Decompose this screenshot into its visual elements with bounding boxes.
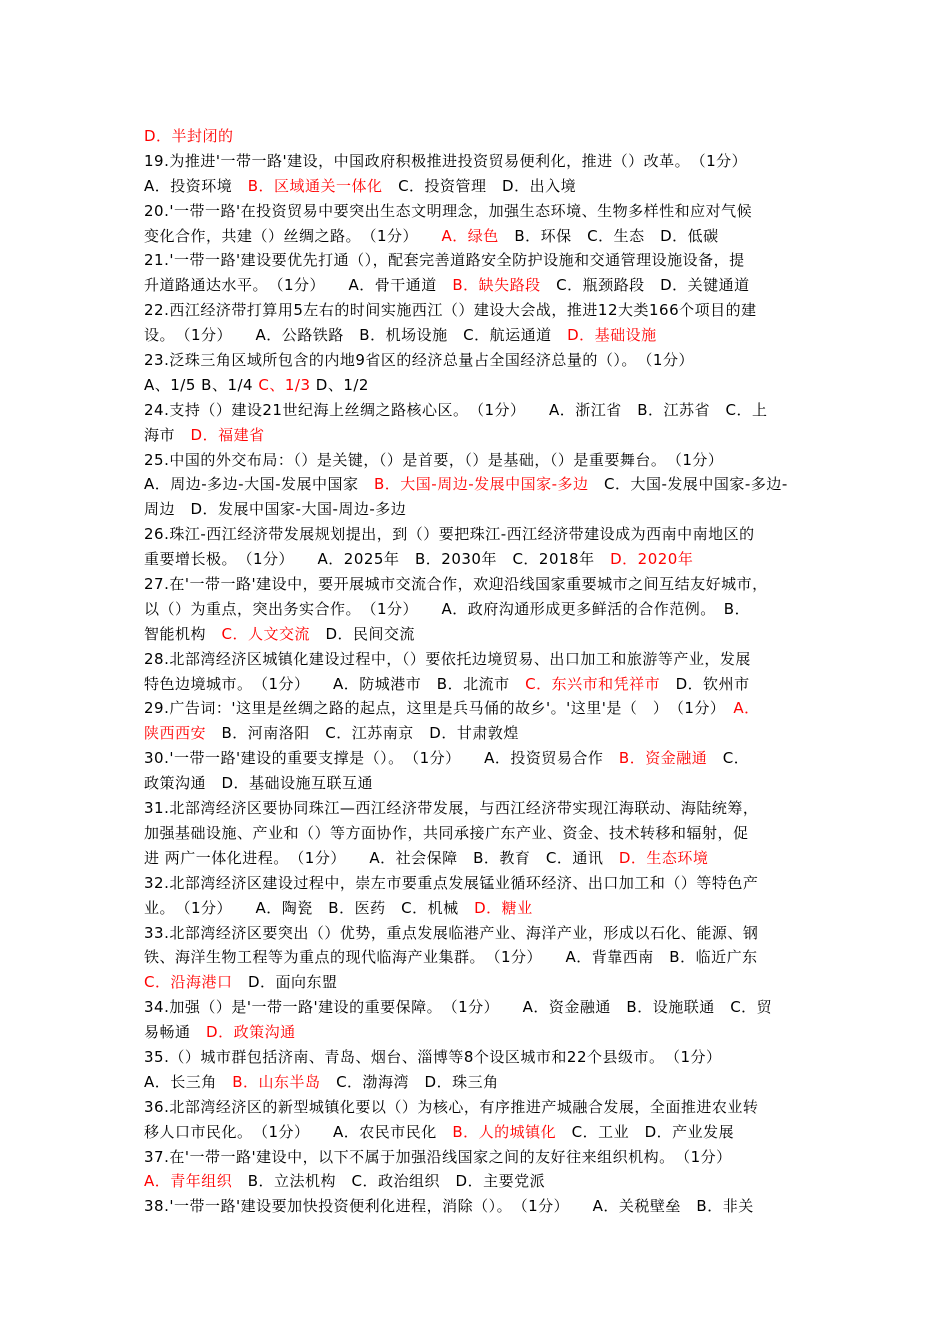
answer-text: D．政策沟通 <box>206 1023 296 1042</box>
text-line <box>144 821 808 846</box>
question-text: A．投资环境 <box>144 176 248 195</box>
text-line <box>144 248 808 273</box>
question-text: B．环保 C．生态 D．低碳 <box>498 226 719 245</box>
answer-text: A． <box>733 699 760 718</box>
question-text: 30.'一带一路'建设的重要支撑是（）。 （1分） A．投资贸易合作 <box>144 749 619 768</box>
text-line <box>144 273 808 298</box>
question-list <box>144 124 808 1219</box>
text-line <box>144 746 808 771</box>
text-line <box>144 921 808 946</box>
text-line <box>144 647 808 672</box>
answer-text: B．山东半岛 <box>232 1072 321 1091</box>
question-text: C．瓶颈路段 D．关键通道 <box>540 276 750 295</box>
question-text: C．投资管理 D．出入境 <box>382 176 577 195</box>
question-text: 加强基础设施、产业和（）等方面协作，共同承接广东产业、资金、技术转移和辐射，促 <box>144 823 749 842</box>
question-text: 政策沟通 D．基础设施互联互通 <box>144 774 374 793</box>
answer-text: B．大国-周边-发展中国家-多边 <box>374 475 589 494</box>
answer-text: D．糖业 <box>474 898 533 917</box>
text-line <box>144 124 808 149</box>
text-line <box>144 896 808 921</box>
question-text: B．立法机构 C．政治组织 D．主要党派 <box>232 1172 546 1191</box>
text-line <box>144 721 808 746</box>
text-line <box>144 522 808 547</box>
answer-text: D．2020年 <box>610 550 694 569</box>
question-text: 32.北部湾经济区建设过程中，崇左市要重点发展锰业循环经济、出口加工和（）等特色产 <box>144 873 759 892</box>
question-text: 业。 （1分） A．陶瓷 B．医药 C．机械 <box>144 898 475 917</box>
question-text: 35.（）城市群包括济南、青岛、烟台、淄博等8个设区城市和22个县级市。 （1分） <box>144 1047 722 1066</box>
text-line <box>144 199 808 224</box>
text-line <box>144 945 808 970</box>
text-line <box>144 970 808 995</box>
question-text: 23.泛珠三角区域所包含的内地9省区的经济总量占全国经济总量的（）。 （1分） <box>144 351 694 370</box>
question-text: 38.'一带一路'建设要加快投资便利化进程，消除（）。 （1分） A．关税壁垒 B．非关 <box>144 1197 754 1216</box>
text-line <box>144 373 808 398</box>
question-text: C．大国-发展中国家-多边- <box>588 475 788 494</box>
question-text: 21.'一带一路'建设要优先打通（），配套完善道路安全防护设施和交通管理设施设备，提 <box>144 251 745 270</box>
question-text: 28.北部湾经济区城镇化建设过程中，（）要依托边境贸易、出口加工和旅游等产业，发展 <box>144 649 751 668</box>
question-text: B．河南洛阳 C．江苏南京 D．甘肃敦煌 <box>206 724 519 743</box>
text-line <box>144 672 808 697</box>
text-line <box>144 149 808 174</box>
question-text: D．钦州市 <box>660 674 750 693</box>
text-line <box>144 1169 808 1194</box>
question-text: 重要增长极。 （1分） A．2025年 B．2030年 C．2018年 <box>144 550 611 569</box>
question-text: C．工业 D．产业发展 <box>556 1122 735 1141</box>
text-line <box>144 547 808 572</box>
text-line <box>144 1095 808 1120</box>
question-text: 设。 （1分） A．公路铁路 B．机场设施 C．航运通道 <box>144 326 568 345</box>
question-text: 易畅通 <box>144 1023 207 1042</box>
text-line <box>144 622 808 647</box>
answer-text: B．资金融通 <box>618 749 708 768</box>
question-text: C．渤海湾 D．珠三角 <box>320 1072 499 1091</box>
question-text: 智能机构 <box>144 624 222 643</box>
text-line <box>144 995 808 1020</box>
question-text: 29.广告词：'这里是丝绸之路的起点，这里是兵马俑的故乡'。'这里'是（ ） （1分） <box>144 699 734 718</box>
answer-text: C．沿海港口 <box>144 973 233 992</box>
answer-text: D．基础设施 <box>567 326 657 345</box>
question-text: A．长三角 <box>144 1072 233 1091</box>
answer-text: C．人文交流 <box>221 624 310 643</box>
text-line <box>144 423 808 448</box>
question-text: 33.北部湾经济区要突出（）优势，重点发展临港产业、海洋产业，形成以石化、能源、钢 <box>144 923 759 942</box>
question-text: 以（）为重点，突出务实合作。 （1分） A．政府沟通形成更多鲜活的合作范例。 B． <box>144 599 751 618</box>
text-line <box>144 696 808 721</box>
text-line <box>144 871 808 896</box>
answer-text: A．绿色 <box>441 226 499 245</box>
question-text: 海市 <box>144 425 191 444</box>
question-text: D、1/2 <box>310 375 369 394</box>
question-text: 31.北部湾经济区要协同珠江—西江经济带发展，与西江经济带实现江海联动、海陆统筹， <box>144 799 759 818</box>
text-line <box>144 1194 808 1219</box>
text-line <box>144 472 808 497</box>
question-text: 36.北部湾经济区的新型城镇化要以（）为核心，有序推进产城融合发展，全面推进农业转 <box>144 1097 759 1116</box>
text-line <box>144 348 808 373</box>
text-line <box>144 1070 808 1095</box>
text-line <box>144 1045 808 1070</box>
text-line <box>144 1120 808 1145</box>
question-text: C． <box>707 749 750 768</box>
question-text: 移人口市民化。 （1分） A．农民市民化 <box>144 1122 453 1141</box>
answer-text: B．区域通关一体化 <box>247 176 383 195</box>
text-line <box>144 448 808 473</box>
question-text: 34.加强（）是'一带一路'建设的重要保障。 （1分） A．资金融通 B．设施联通 C．贸 <box>144 998 773 1017</box>
question-text: 26.珠江-西江经济带发展规划提出，到（）要把珠江-西江经济带建设成为西南中南地区的 <box>144 525 755 544</box>
answer-text: D．福建省 <box>190 425 265 444</box>
question-text: 19.为推进'一带一路'建设，中国政府积极推进投资贸易便利化，推进（）改革。 （1分） <box>144 151 748 170</box>
text-line <box>144 796 808 821</box>
answer-text: B．人的城镇化 <box>452 1122 557 1141</box>
answer-text: C、1/3 <box>258 375 311 394</box>
text-line <box>144 846 808 871</box>
question-text: 变化合作，共建（）丝绸之路。 （1分） <box>144 226 442 245</box>
answer-text: A．青年组织 <box>144 1172 233 1191</box>
question-text: 特色边境城市。 （1分） A．防城港市 B．北流市 <box>144 674 526 693</box>
question-text: D．民间交流 <box>310 624 416 643</box>
question-text: A、1/5 B、1/4 <box>144 375 259 394</box>
text-line <box>144 597 808 622</box>
text-line <box>144 771 808 796</box>
answer-text: B．缺失路段 <box>452 276 541 295</box>
question-text: 22.西江经济带打算用5左右的时间实施西江（）建设大会战，推进12大类166个项目的建 <box>144 301 757 320</box>
question-text: 铁、海洋生物工程等为重点的现代临海产业集群。 （1分） A．背靠西南 B．临近广东 <box>144 948 758 967</box>
question-text: 25.中国的外交布局：（）是关键，（）是首要，（）是基础，（）是重要舞台。 （1分） <box>144 450 724 469</box>
answer-text: C．东兴市和凭祥市 <box>525 674 661 693</box>
answer-text: 陕西西安 <box>144 724 207 743</box>
text-line <box>144 298 808 323</box>
text-line <box>144 224 808 249</box>
question-text: 20.'一带一路'在投资贸易中要突出生态文明理念，加强生态环境、生物多样性和应对气候 <box>144 201 753 220</box>
answer-text: D．半封闭的 <box>144 127 234 145</box>
text-line <box>144 323 808 348</box>
question-text: 24.支持（）建设21世纪海上丝绸之路核心区。 （1分） A．浙江省 B．江苏省 C．上 <box>144 400 768 419</box>
text-line <box>144 398 808 423</box>
text-line <box>144 497 808 522</box>
question-text: A．周边-多边-大国-发展中国家 <box>144 475 375 494</box>
question-text: 周边 D．发展中国家-大国-周边-多边 <box>144 500 407 519</box>
question-text: 进 两广一体化进程。 （1分） A．社会保障 B．教育 C．通讯 <box>144 848 619 867</box>
text-line <box>144 1020 808 1045</box>
text-line <box>144 1145 808 1170</box>
question-text: 升道路通达水平。 （1分） A．骨干通道 <box>144 276 453 295</box>
question-text: D．面向东盟 <box>232 973 338 992</box>
answer-text: D．生态环境 <box>618 848 709 867</box>
text-line <box>144 572 808 597</box>
text-line <box>144 174 808 199</box>
question-text: 27.在'一带一路'建设中，要开展城市交流合作，欢迎沿线国家重要城市之间互结友好城市， <box>144 575 768 594</box>
question-text: 37.在'一带一路'建设中，以下不属于加强沿线国家之间的友好往来组织机构。 （1分） <box>144 1147 732 1166</box>
